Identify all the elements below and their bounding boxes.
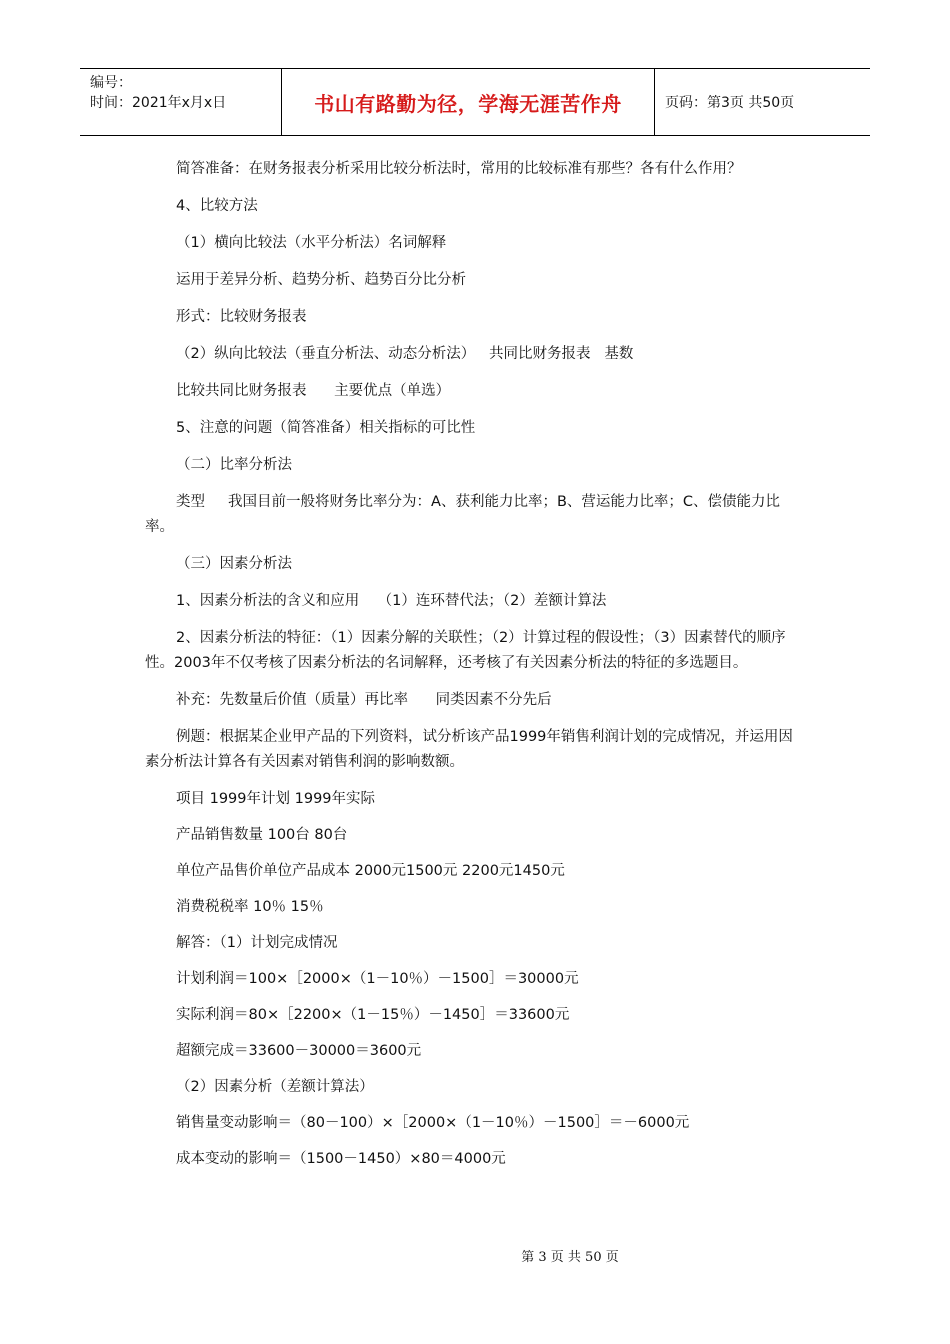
paragraph: 例题：根据某企业甲产品的下列资料，试分析该产品1999年销售利润计划的完成情况，并运用因素分析法计算各有关因素对销售利润的影响数额。 xyxy=(145,729,793,770)
paragraph: 1、因素分析法的含义和应用 （1）连环替代法；（2）差额计算法 xyxy=(176,593,607,609)
paragraph: 形式：比较财务报表 xyxy=(176,309,307,325)
paragraph: 补充：先数量后价值（质量）再比率 同类因素不分先后 xyxy=(176,692,552,708)
formula-line: 销售量变动影响＝（80－100）×［2000×（1－10％）－1500］＝－6000元 xyxy=(176,1115,690,1131)
formula-line: 实际利润＝80×［2200×（1－15％）－1450］＝33600元 xyxy=(176,1007,570,1023)
paragraph: 运用于差异分析、趋势分析、趋势百分比分析 xyxy=(176,272,466,288)
formula-line: 成本变动的影响＝（1500－1450）×80＝4000元 xyxy=(176,1151,506,1167)
paragraph: （1）横向比较法（水平分析法）名词解释 xyxy=(176,235,447,251)
section-heading: 5、注意的问题（简答准备）相关指标的可比性 xyxy=(176,420,476,436)
document-body xyxy=(145,157,805,1183)
paragraph: （2）纵向比较法（垂直分析法、动态分析法） 共同比财务报表 基数 xyxy=(176,346,634,362)
header-page-label: 页码：第3页 共50页 xyxy=(665,95,795,111)
paragraph: 单位产品售价单位产品成本 2000元1500元 2200元1450元 xyxy=(176,863,565,879)
section-heading: （三）因素分析法 xyxy=(176,556,292,572)
page-header xyxy=(80,68,870,136)
paragraph: 产品销售数量 100台 80台 xyxy=(176,827,348,843)
section-heading: （二）比率分析法 xyxy=(176,457,292,473)
time-label: 时间：2021年x月x日 xyxy=(90,95,227,111)
header-motto: 书山有路勤为径，学海无涯苦作舟 xyxy=(281,69,655,135)
formula-line: 计划利润＝100×［2000×（1－10％）－1500］＝30000元 xyxy=(176,971,579,987)
paragraph: （2）因素分析（差额计算法） xyxy=(176,1079,374,1095)
paragraph: 比较共同比财务报表 主要优点（单选） xyxy=(176,383,451,399)
number-label: 编号： xyxy=(90,75,132,91)
section-heading: 4、比较方法 xyxy=(176,198,258,214)
page-footer xyxy=(0,1246,950,1265)
paragraph: 项目 1999年计划 1999年实际 xyxy=(176,791,376,807)
header-meta xyxy=(80,69,281,135)
paragraph: 简答准备：在财务报表分析采用比较分析法时，常用的比较标准有那些？各有什么作用？ xyxy=(176,161,742,177)
paragraph: 2、因素分析法的特征：（1）因素分解的关联性；（2）计算过程的假设性；（3）因素替代的顺序性。2003年不仅考核了因素分析法的名词解释，还考核了有关因素分析法的特征的多选题目。 xyxy=(145,630,786,671)
paragraph: 消费税税率 10％ 15％ xyxy=(176,899,324,915)
paragraph: 类型 我国目前一般将财务比率分为：A、获利能力比率；B、营运能力比率；C、偿债能力比率。 xyxy=(145,494,781,535)
formula-line: 超额完成＝33600－30000＝3600元 xyxy=(176,1043,422,1059)
footer-page-number: 第 3 页 共 50 页 xyxy=(521,1250,619,1265)
paragraph: 解答：（1）计划完成情况 xyxy=(176,935,338,951)
